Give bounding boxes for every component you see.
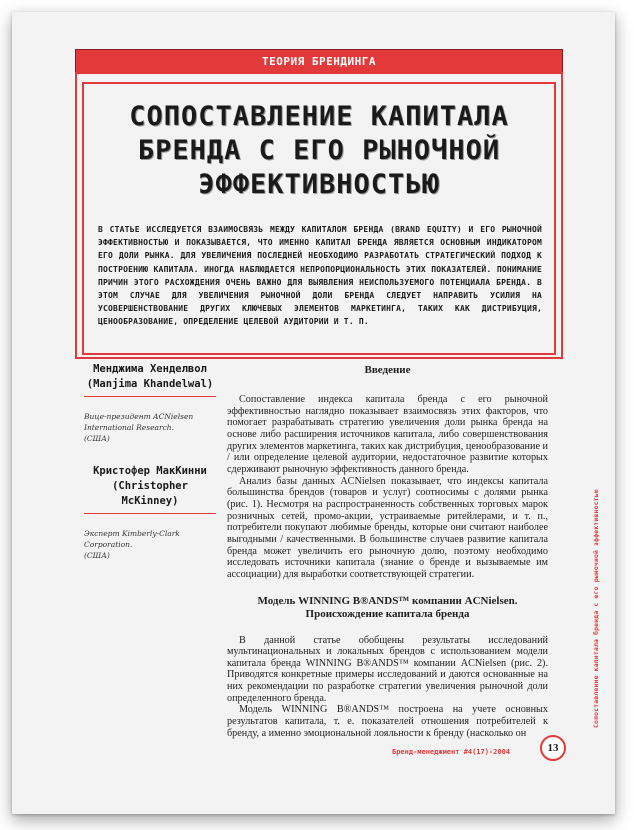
body-paragraph: Сопоставление индекса капитала бренда с его рыночной эффективностью наглядно показывает взаимосвязь этих факторов, что помогает разрабатывать стратегию увеличения доли рынка бренда на основе либо расширения источников капитала, либо совершенствования других элементов маркетинга, таких как дистрибуция, ценообразование и / или определение целевой аудитории, недостаточное развитие которых сдерживают рыночную эффективность данного бренда.	[227, 394, 548, 475]
authors-sidebar	[84, 362, 216, 561]
author-divider	[84, 513, 216, 514]
author-role: Вице-президент ACNielsen International Research.	[84, 412, 194, 432]
page-number-badge	[540, 735, 566, 761]
body-paragraph: В данной статье обобщены результаты исследований мультинациональных и локальных брендов с использованием модели капитала бренда WINNING B®ANDS™ компании ACNielsen (рис. 2). Приводятся конкретные примеры исследований и даются основанные на них рекомендации по разработке стратегии увеличения рыночной доли определенного бренда.	[227, 634, 548, 704]
running-title-vertical: Сопоставление капитала бренда с его рыночной эффективностью	[592, 489, 600, 728]
magazine-page	[12, 12, 615, 814]
section-label: ТЕОРИЯ БРЕНДИНГА	[262, 54, 376, 68]
body-paragraph: Анализ базы данных ACNielsen показывает, что индексы капитала большинства брендов (товаров и услуг) соотносимы с долями рынка (рис. 1). Несмотря на распространенность собственных торговых марок розничных сетей, промо-акции, устраиваемые ритейлерами, и т. п., потребители покупают любимые бренды, которые они считают наиболее выгодными / качественными. В большинстве случаев развитие капитала бренда может увеличить его рыночную долю, поэтому необходимо исследовать источники капитала (знание о бренде и вызываемые им ассоциации) для выработки соответствующей стратегии.	[227, 475, 548, 580]
article-title: СОПОСТАВЛЕНИЕ КАПИТАЛА БРЕНДА С ЕГО РЫНОЧНОЙ ЭФФЕКТИВНОСТЬЮ	[129, 101, 509, 200]
author-block	[84, 464, 216, 561]
article-abstract: В СТАТЬЕ ИССЛЕДУЕТСЯ ВЗАИМОСВЯЗЬ МЕЖДУ КАПИТАЛОМ БРЕНДА (BRAND EQUITY) И ЕГО РЫНОЧНОЙ ЭФФЕКТИВНОСТЬЮ И ПОКАЗЫВАЕТСЯ, ЧТО ИМЕННО КАПИТАЛ БРЕНДА ЯВЛЯЕТСЯ ОСНОВНЫМ ИНДИКАТОРОМ ЕГО ДОЛИ РЫНКА. ДЛЯ УВЕЛИЧЕНИЯ ПОСЛЕДНЕЙ НЕОБХОДИМО РАЗРАБОТАТЬ СТРАТЕГИЧЕСКИЙ ПОДХОД К ПОСТРОЕНИЮ КАПИТАЛА. ИНОГДА НАБЛЮДАЕТСЯ НЕПРОПОРЦИОНАЛЬНОСТЬ ЭТИХ ПОКАЗАТЕЛЕЙ. ПОНИМАНИЕ ПРИЧИН ЭТОГО РАСХОЖДЕНИЯ ОЧЕНЬ ВАЖНО ДЛЯ ВЫЯВЛЕНИЯ НЕИСПОЛЬЗУЕМОГО ПОТЕНЦИАЛА БРЕНДА. В ЭТОМ СЛУЧАЕ ДЛЯ УВЕЛИЧЕНИЯ РЫНОЧНОЙ ДОЛИ БРЕНДА СЛЕДУЕТ НАПРАВИТЬ УСИЛИЯ НА УСОВЕРШЕНСТВОВАНИЕ ДРУГИХ КЛЮЧЕВЫХ ЭЛЕМЕНТОВ МАРКЕТИНГА, ТАКИХ КАК ДИСТРИБУЦИЯ, ЦЕНООБРАЗОВАНИЕ, ОПРЕДЕЛЕНИЕ ЦЕЛЕВОЙ АУДИТОРИИ И Т. П.	[98, 225, 542, 327]
author-country: (США)	[84, 434, 110, 443]
author-divider	[84, 396, 216, 397]
section-header-bar	[75, 49, 563, 73]
section-subheading: Модель WINNING B®ANDS™ компании ACNielsen. Происхождение капитала бренда	[257, 594, 518, 620]
page-number: 13	[547, 742, 559, 754]
body-paragraph: Модель WINNING B®ANDS™ построена на учете основных результатов капитала, т. е. показателей отношения потребителей к бренду, а именно эмоциональной лояльности к бренду (насколько он	[227, 704, 548, 739]
journal-footer: Бренд-менеджмент #4(17)-2004	[392, 748, 511, 756]
author-name: Кристофер МакКинни (Christopher McKinney)	[93, 465, 207, 507]
author-role: Эксперт Kimberly-Clark Corporation.	[84, 529, 180, 549]
article-body	[227, 364, 548, 739]
author-name: Менджима Хенделвол (Manjima Khandelwal)	[86, 363, 214, 390]
intro-heading: Введение	[364, 364, 411, 376]
author-country: (США)	[84, 551, 110, 560]
author-block	[84, 362, 216, 444]
